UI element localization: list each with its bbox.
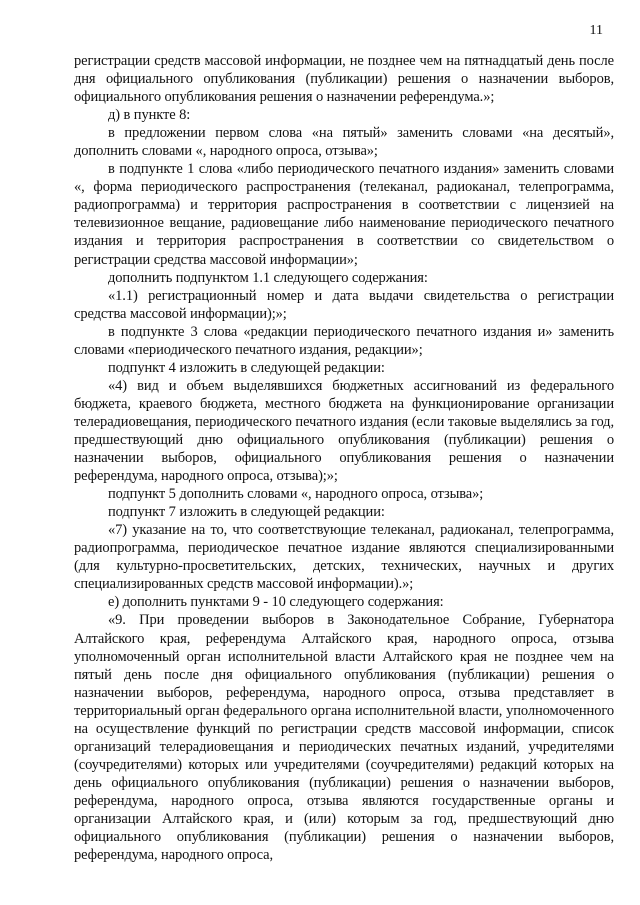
paragraph: подпункт 7 изложить в следующей редакции: [108,504,385,521]
paragraph: в подпункте 3 слова «редакции периодического печатного издания и» заменить словами «периодического печатного издания, редакции»; [74,323,614,358]
paragraph: в предложении первом слова «на пятый» заменить словами «на десятый», дополнить словами «, народного опроса, отзыва»; [74,125,614,160]
paragraph: «4) вид и объем выделявшихся бюджетных ассигнований из федерального бюджета, краевого бюджета, местного бюджета на функционирование организации телерадиовещания, периодического печатного издания (если таковые выделялись за год, предшествующий дню официального опубликования (публикации) решения о назначении выборов, официального опубликования решения о назначении референдума, народного опроса, отзыва);»; [74,377,614,485]
paragraph: «9. При проведении выборов в Законодательное Собрание, Губернатора Алтайского края, референдума Алтайского края, народного опроса, отзыва уполномоченный орган исполнительной власти Алтайского края не позднее чем на пятый день после дня официального опубликования (публикации) решения о назначении выборов, референдума, народного опроса, отзыва представляет в территориальный орган федерального органа исполнительной власти, уполномоченного на осуществление функций по регистрации средств массовой информации, список организаций телерадиовещания и периодических печатных изданий, учредителями (соучредителями) которых или учредителями (соучредителями) редакций которых на день официального опубликования (публикации) решения о назначении выборов, референдума, народного опроса, отзыва являются государственные органы и организации Алтайского края, и (или) которым за год, предшествующий дню официального опубликования (публикации) решения о назначении выборов, референдума, народного опроса, [74,612,614,864]
paragraph: «1.1) регистрационный номер и дата выдачи свидетельства о регистрации средства массовой информации);»; [74,287,614,322]
paragraph: дополнить подпунктом 1.1 следующего содержания: [108,269,428,286]
paragraph: д) в пункте 8: [108,107,191,124]
paragraph: подпункт 4 изложить в следующей редакции: [108,359,385,376]
paragraph: в подпункте 1 слова «либо периодического печатного издания» заменить словами «, форма периодического распространения (телеканал, радиоканал, телепрограмма, радиопрограмма) и территория распространения в соответствии с лицензией на телевизионное вещание, радиовещание либо наименование периодического печатного издания и территория распространения в соответствии со свидетельством о регистрации средства массовой информации»; [74,161,614,268]
paragraph: «7) указание на то, что соответствующие телеканал, радиоканал, телепрограмма, радиопрограмма, периодическое печатное издание являются специализированными (для культурно-просветительских, детских, технических, научных и других специализированных средств массовой информации).»; [74,522,614,593]
document-body [74,52,614,864]
paragraph: е) дополнить пунктами 9 - 10 следующего содержания: [108,594,444,611]
paragraph: регистрации средств массовой информации, не позднее чем на пятнадцатый день после дня официального опубликования (публикации) решения о назначении выборов, официального опубликования решения о назначении референдума.»; [74,53,614,106]
paragraph: подпункт 5 дополнить словами «, народного опроса, отзыва»; [108,486,484,503]
page-number: 11 [589,23,603,38]
